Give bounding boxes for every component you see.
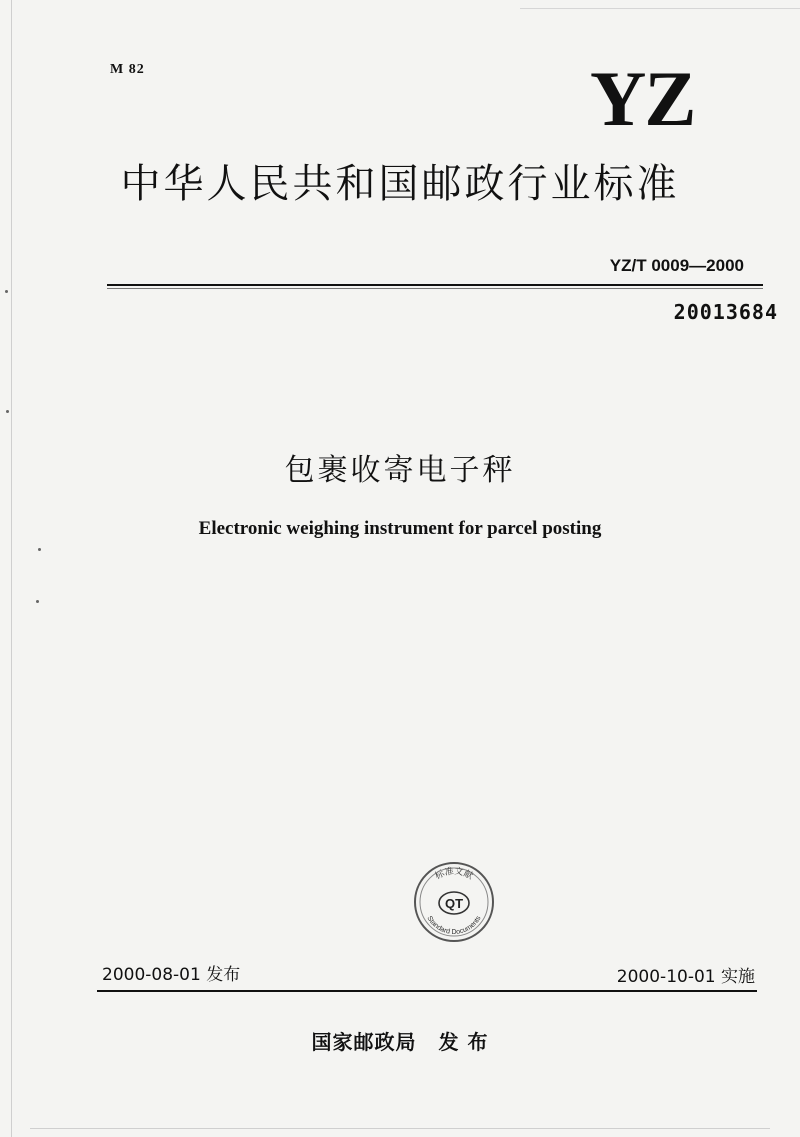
stamp-center-text: QT [444, 896, 464, 911]
issue-date: 2000-08-01 发布 [102, 965, 241, 985]
serial-number: 20013684 [673, 300, 778, 324]
standard-number: YZ/T 0009—2000 [609, 256, 744, 275]
scan-speck [5, 290, 8, 293]
english-title: Electronic weighing instrument for parcel posting [198, 518, 602, 539]
scan-speck [36, 600, 39, 603]
classification-code: M 82 [110, 62, 145, 77]
yz-logo: YZ [590, 55, 695, 142]
scan-speck [38, 548, 41, 551]
scan-bottom-border [30, 1128, 770, 1129]
chinese-title: 包裹收寄电子秤 [284, 453, 516, 488]
header-rule-thin [107, 288, 763, 289]
scan-speck [6, 410, 9, 413]
scan-top-border [520, 8, 800, 9]
publisher-line [0, 1026, 800, 1055]
svg-text:标准文献 [433, 865, 475, 882]
publisher-action: 发 布 [438, 1030, 489, 1054]
stamp-bottom-text: Standard Documents [425, 915, 483, 937]
header-rule [107, 284, 763, 286]
svg-text:Standard Documents [425, 915, 482, 936]
stamp-seal-icon [412, 860, 496, 944]
footer-rule [97, 990, 757, 992]
standard-documents-stamp [412, 860, 496, 944]
stamp-top-text: 标准文献 [433, 866, 475, 882]
publisher-org: 国家邮政局 [311, 1030, 417, 1054]
organization-title: 中华人民共和国邮政行业标准 [120, 161, 680, 207]
implementation-date: 2000-10-01 实施 [616, 967, 755, 987]
